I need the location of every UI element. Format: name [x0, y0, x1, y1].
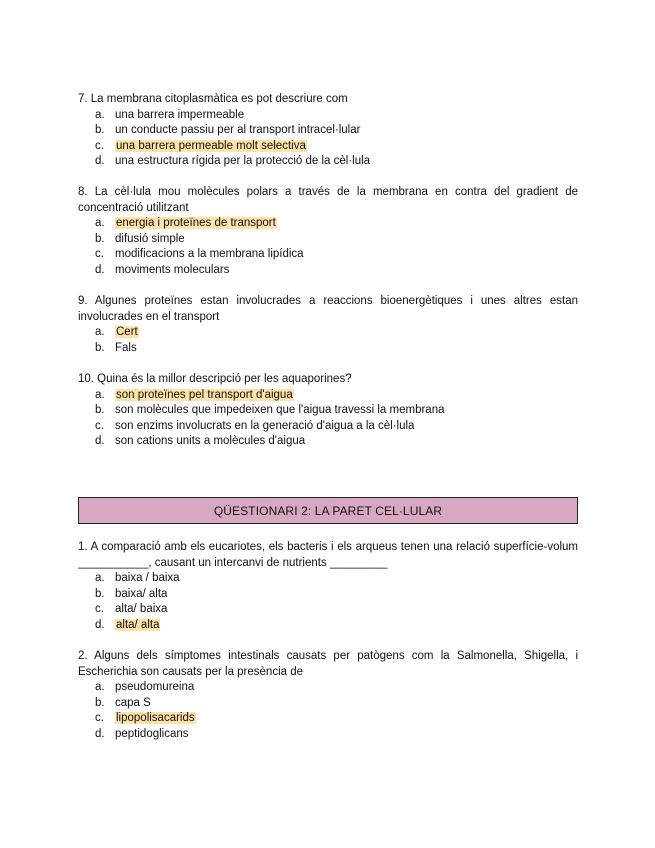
question-8 — [78, 185, 578, 278]
section-2-question-1-option-b: b. baixa/ alta — [95, 587, 168, 600]
highlighted-answer: Cert — [116, 326, 138, 338]
section-2-banner — [78, 497, 578, 524]
question-7-option-d: d. una estructura rígida per la protecció de la cèl·lula — [95, 155, 371, 167]
question-10-options — [78, 388, 578, 450]
question-7-option-b: b. un conducte passiu per al transport intracel·lular — [95, 124, 361, 136]
question-8-options — [78, 216, 578, 278]
section-2-question-1 — [78, 540, 578, 633]
question-9-option-a: a. Cert — [95, 326, 138, 338]
section-2-title: QÜESTIONARI 2: LA PARET CEL·LULAR — [213, 503, 443, 518]
section-2-question-1-option-a: a. baixa / baixa — [95, 572, 180, 584]
question-9-option-b: b. Fals — [95, 341, 137, 354]
question-9-stem: 9. Algunes proteïnes estan involucrades a reaccions bioenergètiques i unes altres estan involucrades en el transport — [78, 295, 578, 323]
question-10-option-a: a. son proteïnes pel transport d'aigua — [95, 388, 293, 401]
question-10-option-c: c. son enzims involucrats en la generació d'aigua a la cèl·lula — [95, 419, 415, 432]
section-2-question-1-options — [78, 571, 578, 633]
section-2-question-2-option-b: b. capa S — [95, 696, 151, 709]
question-7 — [78, 92, 578, 170]
question-8-option-d: d. moviments moleculars — [95, 263, 230, 276]
highlighted-answer: lipopolisacarids — [116, 712, 195, 724]
section-2-question-2 — [78, 649, 578, 742]
section-2-question-1-stem: 1. A comparació amb els eucariotes, els bacteris i els arqueus tenen una relació superfície-volum ___________, causant un intercanvi de nutrients _________ — [78, 541, 578, 569]
highlighted-answer: energia i proteïnes de transport — [116, 217, 276, 229]
question-9 — [78, 294, 578, 356]
question-7-stem: 7. La membrana citoplasmàtica es pot descriure com — [78, 93, 348, 105]
section-2-question-2-options — [78, 680, 578, 742]
highlighted-answer: son proteïnes pel transport d'aigua — [116, 388, 293, 401]
section-2-question-2-stem: 2. Alguns dels símptomes intestinals causats per patògens com la Salmonella, Shigella, i Escherichia son causats per la presència de — [78, 650, 578, 678]
highlighted-answer: alta/ alta — [116, 618, 160, 631]
question-8-stem: 8. La cèl·lula mou molècules polars a través de la membrana en contra del gradient de concentració utilitzant — [78, 186, 578, 214]
question-8-option-c: c. modificacions a la membrana lipídica — [95, 248, 304, 260]
question-9-options — [78, 325, 578, 356]
question-7-options — [78, 108, 578, 170]
section-2-question-2-option-a: a. pseudomureina — [95, 681, 195, 693]
section-2-question-2-option-c: c. lipopolisacarids — [95, 712, 195, 724]
question-10-option-b: b. son molècules que impedeixen que l'aigua travessi la membrana — [95, 404, 445, 416]
section-2-question-1-option-d: d. alta/ alta — [95, 618, 160, 631]
question-8-option-b: b. difusió simple — [95, 232, 185, 245]
section-2-question-1-option-c: c. alta/ baixa — [95, 603, 168, 615]
question-7-option-a: a. una barrera impermeable — [95, 108, 245, 121]
question-10-option-d: d. son cations units a molècules d'aigua — [95, 435, 306, 447]
question-7-option-c: c. una barrera permeable molt selectiva — [95, 139, 306, 152]
question-8-option-a: a. energia i proteïnes de transport — [95, 217, 276, 229]
question-10 — [78, 372, 578, 450]
question-10-stem: 10. Quina és la millor descripció per les aquaporines? — [78, 373, 352, 385]
highlighted-answer: una barrera permeable molt selectiva — [116, 139, 306, 152]
section-2-question-2-option-d: d. peptidoglicans — [95, 727, 189, 740]
